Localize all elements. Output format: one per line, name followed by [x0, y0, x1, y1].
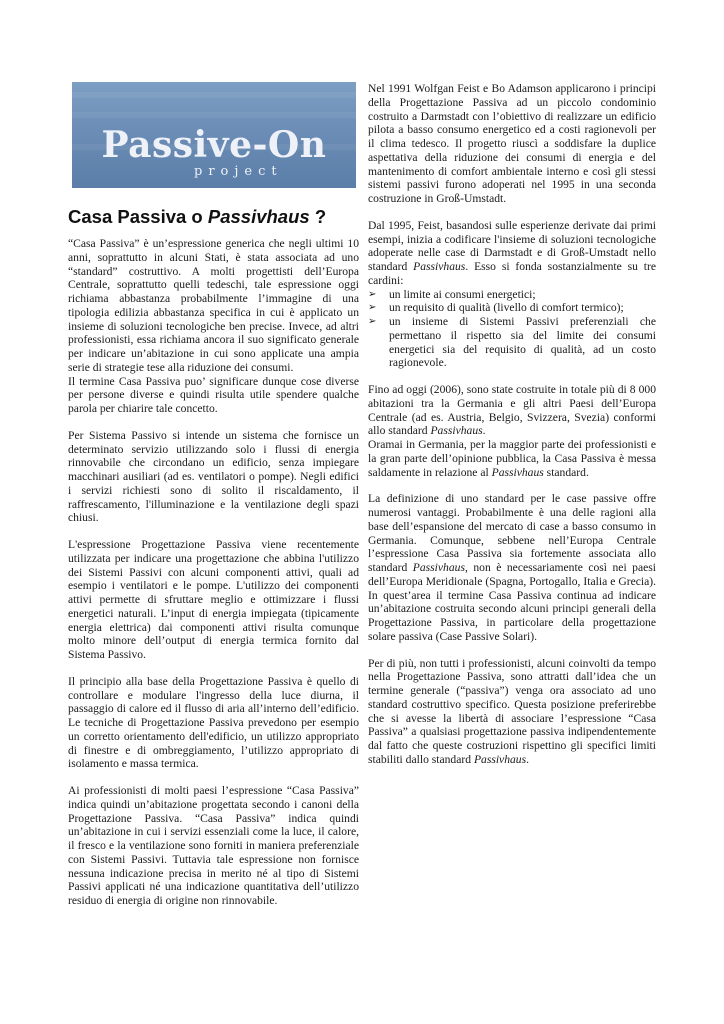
paragraph: L'espressione Progettazione Passiva viene recentemente utilizzata per indicare una progettazione che abbina l'utilizzo dei Sistemi Passivi con alcuni componenti attivi, quali ad esempio i ventilatori e le pompe. L'utilizzo dei componenti attivi permette di sfruttare meglio e ottimizzare i flussi energetici naturali. L’input di energia impiegata (tipicamente energia elettrica) dai componenti attivi risulta comunque molto minore dell’output di energia termica fornito dal Sistema Passivo. — [68, 538, 359, 661]
arrow-bullet-icon: ➢ — [368, 316, 377, 327]
paragraph: Ai professionisti di molti paesi l’espressione “Casa Passiva” indica quindi un’abitazione progettata secondo i canoni della Progettazione Passiva. “Casa Passiva” indica quindi un’abitazione in cui i servizi essenziali come la luce, il calore, il fresco e la ventilazione sono forniti in maniera preferenziale con Sistemi Passivi. Tuttavia tale espressione non fornisce nessuna indicazione precisa in merito né al tipo di Sistemi Passivi applicati né una indicazione quantitativa dell’utilizzo residuo di energia di origine non rinnovabile. — [68, 784, 359, 907]
paragraph: Il termine Casa Passiva puo’ significare dunque cose diverse per persone diverse e quindi risulta utile spendere qualche parola per chiarire tale concetto. — [68, 374, 359, 415]
bullet-list — [368, 288, 656, 371]
list-item: ➢ un requisito di qualità (livello di comfort termico); — [368, 301, 624, 315]
page-title: Casa Passiva o Passivhaus ? — [68, 206, 327, 227]
list-item: ➢ un insieme di Sistemi Passivi preferenziali che permettano il rispetto sia del limite dei consumi energetici sia del requisito di qualità, ad un costo ragionevole. — [368, 315, 656, 370]
paragraph: Per di più, non tutti i professionisti, alcuni coinvolti da tempo nella Progettazione Passiva, sono attratti dall’idea che un termine generale (“passiva”) venga ora associato ad uno standard costruttivo specifico. Questa posizione preferirebbe che si avesse la libertà di associare l’espressione “Casa Passiva” a qualsiasi progettazione passiva indipendentemente dal fatto che queste costruzioni rispettino gli specifici limiti stabiliti dallo standard Passivhaus. — [368, 656, 656, 766]
arrow-bullet-icon: ➢ — [368, 302, 377, 314]
arrow-bullet-icon: ➢ — [368, 288, 377, 300]
logo-brand: Passive-On — [101, 124, 327, 166]
paragraph: Nel 1991 Wolfgan Feist e Bo Adamson applicarono i principi della Progettazione Passiva ad un piccolo condominio costruito a Darmstadt con l’obiettivo di realizzare un edificio pilota a basso consumo energetico ed a costi ragionevoli per il clima tedesco. Il progetto riuscì a soddisfare la duplice aspettativa della riduzione dei consumi di energia e del mantenimento di comfort ambientale interno e così gli stessi sistemi passivi furono adoperati nel 1995 in una seconda costruzione in Groß-Umstadt. — [368, 82, 656, 205]
right-column — [368, 82, 656, 780]
paragraph: Il principio alla base della Progettazione Passiva è quello di controllare e modulare l'ingresso della luce diurna, il passaggio di calore ed il flusso di aria all’interno dell’edificio. Le tecniche di Progettazione Passiva prevedono per esempio un corretto orientamento dell'edificio, un utilizzo appropriato di finestre e di ombreggiamento, l’utilizzo appropriato di isolamento e massa termica. — [68, 674, 359, 771]
paragraph: Fino ad oggi (2006), sono state costruite in totale più di 8 000 abitazioni tra la Germania e gli altri Paesi dell’Europa Centrale (ad es. Austria, Belgio, Svizzera, Svezia) conformi allo standard Passivhaus. — [368, 383, 656, 438]
paragraph: “Casa Passiva” è un’espressione generica che negli ultimi 10 anni, soprattutto in alcuni Stati, è stata associata ad uno “standard” costruttivo. A molti progettisti dell’Europa Centrale, soprattutto quelli tedeschi, tale espressione oggi richiama abbastanza probabilmente l’immagine di una tipologia edilizia abbastanza specifica in cui è applicato un insieme di soluzioni tecnologiche ben precise. Invece, ad altri professionisti, essa richiama ancora il suo significato generale per indicare un’abitazione in cui sono applicate una ampia serie di strategie tese alla riduzione dei consumi. — [68, 237, 359, 374]
paragraph: La definizione di uno standard per le case passive offre numerosi vantaggi. Probabilmente è una delle ragioni alla base dell’espansione del mercato di case a basso consumo in Germania. Comunque, sebbene nell’Europa Centrale l’espressione Casa Passiva sia fortemente associata allo standard Passivhaus, non è necessariamente così nei paesi dell’Europa Meridionale (Spagna, Portogallo, Italia e Grecia). In quest’area il termine Casa Passiva continua ad indicare un’abitazione costruita secondo alcuni principi generali della Progettazione Passiva, in particolare della progettazione solare passiva (Case Passive Solari). — [368, 492, 656, 643]
logo-sub: project — [194, 164, 283, 179]
list-item: ➢ un limite ai consumi energetici; — [368, 287, 536, 301]
paragraph: Dal 1995, Feist, basandosi sulle esperienze derivate dai primi esempi, inizia a codificare l'insieme di soluzioni tecnologiche adoperate nelle case di Darmstadt e di Groß-Umstadt nello standard Passivhaus. Esso si fonda sostanzialmente su tre cardini: — [368, 218, 656, 287]
paragraph: Per Sistema Passivo si intende un sistema che fornisce un determinato servizio utilizzando solo i flussi di energia rinnovabile che circondano un edificio, senza impiegare macchinari ausiliari (ad es. ventilatori o pompe). Negli edifici i servizi richiesti sono di solito il riscaldamento, il raffrescamento, l'illuminazione e la ventilazione degli spazi chiusi. — [68, 428, 359, 525]
left-column — [68, 237, 359, 921]
paragraph: Oramai in Germania, per la maggior parte dei professionisti e la gran parte dell’opinione pubblica, la Casa Passiva è messa saldamente in relazione al Passivhaus standard. — [368, 438, 656, 479]
passive-on-logo — [72, 82, 356, 188]
